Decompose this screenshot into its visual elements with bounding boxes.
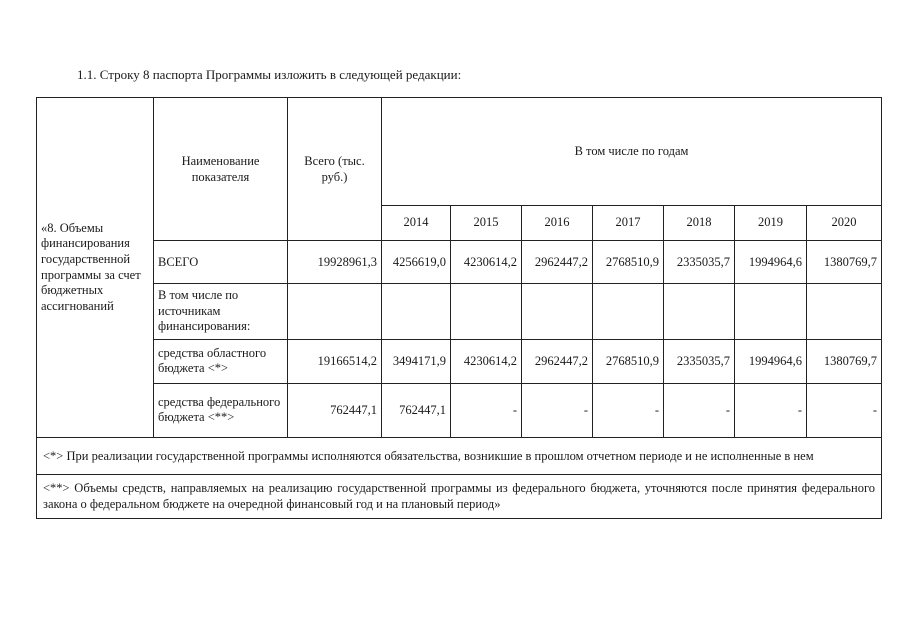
row-year-value: -: [664, 383, 735, 437]
year-header: 2016: [522, 205, 593, 241]
row-year-value: -: [522, 383, 593, 437]
row-label: ВСЕГО: [154, 241, 288, 284]
row-year-value: 1380769,7: [807, 241, 882, 284]
row-year-value: 2335035,7: [664, 241, 735, 284]
row-year-value: 1994964,6: [735, 339, 807, 383]
row-year-value: [664, 284, 735, 339]
row-year-value: [522, 284, 593, 339]
row-total: 762447,1: [288, 383, 382, 437]
header-total: Всего (тыс. руб.): [288, 98, 382, 241]
row-year-value: 762447,1: [382, 383, 451, 437]
row-year-value: 2768510,9: [593, 241, 664, 284]
row-year-value: [382, 284, 451, 339]
footnote: <*> При реализации государственной программы исполняются обязательства, возникшие в прошлом отчетном периоде и не исполненные в нем: [37, 438, 882, 475]
table-row: [37, 383, 882, 437]
row-label: средства областного бюджета <*>: [154, 339, 288, 383]
footnote: <**> Объемы средств, направляемых на реализацию государственной программы из федерального бюджета, уточняются после принятия федерального закона о федеральном бюджете на очередной финансовый год и на плановый период»: [37, 474, 882, 518]
intro-text: 1.1. Строку 8 паспорта Программы изложить в следующей редакции:: [77, 67, 462, 82]
row-total: 19166514,2: [288, 339, 382, 383]
header-name: Наименование показателя: [154, 98, 288, 241]
year-header: 2017: [593, 205, 664, 241]
row-year-value: 3494171,9: [382, 339, 451, 383]
row-label: В том числе по источникам финансирования:: [154, 284, 288, 339]
passport-table-frame: [36, 97, 881, 519]
row-year-value: -: [807, 383, 882, 437]
year-header: 2014: [382, 205, 451, 241]
lead-cell: «8. Объемы финансирования государственной программы за счет бюджетных ассигнований: [37, 98, 154, 438]
row-year-value: 2335035,7: [664, 339, 735, 383]
row-year-value: -: [451, 383, 522, 437]
row-year-value: [451, 284, 522, 339]
row-year-value: -: [735, 383, 807, 437]
row-year-value: 2962447,2: [522, 339, 593, 383]
table-row: [37, 339, 882, 383]
table-row: [37, 241, 882, 284]
row-year-value: -: [593, 383, 664, 437]
row-year-value: 4230614,2: [451, 241, 522, 284]
row-total: [288, 284, 382, 339]
year-header: 2015: [451, 205, 522, 241]
row-total: 19928961,3: [288, 241, 382, 284]
year-header: 2020: [807, 205, 882, 241]
row-year-value: 4256619,0: [382, 241, 451, 284]
year-header: 2018: [664, 205, 735, 241]
header-by-years: В том числе по годам: [382, 98, 882, 206]
row-year-value: [593, 284, 664, 339]
row-year-value: [735, 284, 807, 339]
row-year-value: [807, 284, 882, 339]
passport-table: [36, 97, 882, 519]
row-year-value: 1380769,7: [807, 339, 882, 383]
row-year-value: 2768510,9: [593, 339, 664, 383]
table-row: [37, 284, 882, 339]
row-year-value: 1994964,6: [735, 241, 807, 284]
row-year-value: 4230614,2: [451, 339, 522, 383]
year-header: 2019: [735, 205, 807, 241]
row-year-value: 2962447,2: [522, 241, 593, 284]
row-label: средства федерального бюджета <**>: [154, 383, 288, 437]
